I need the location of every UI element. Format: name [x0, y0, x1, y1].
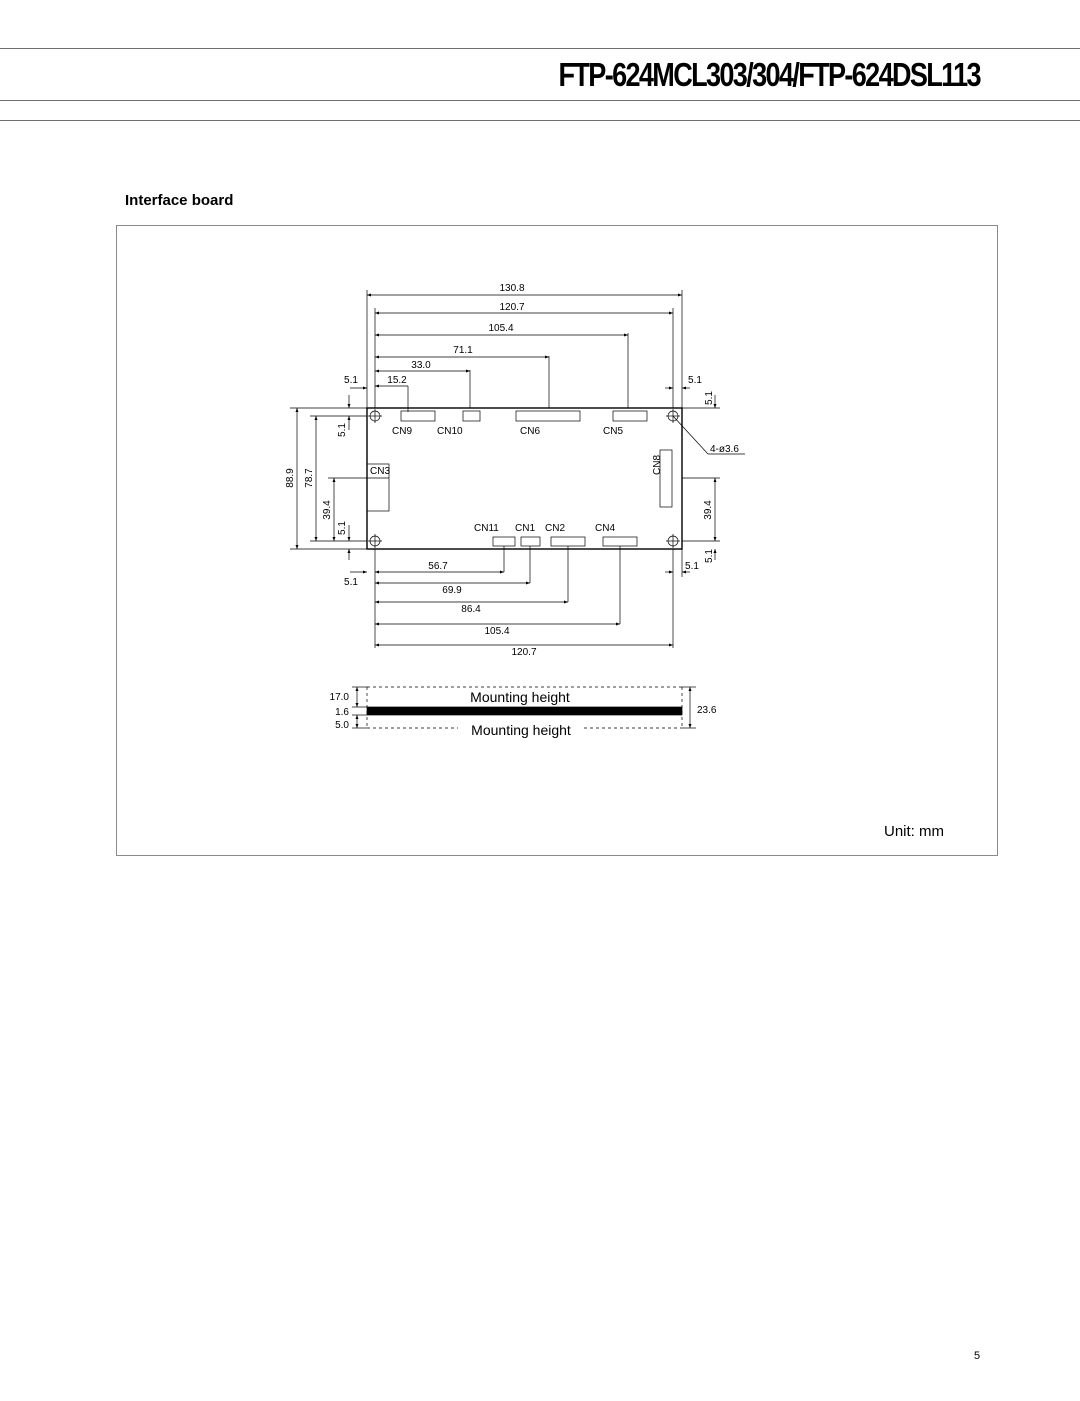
side-dim-1-6: 1.6 — [335, 707, 349, 718]
dim-right-offset: 5.1 — [688, 375, 702, 386]
dim-left-5-1-bottom: 5.1 — [337, 521, 348, 535]
dim-33-0: 33.0 — [411, 360, 431, 371]
dim-left-offset: 5.1 — [344, 375, 358, 386]
dim-bottom-right-offset: 5.1 — [685, 561, 699, 572]
label-cn2: CN2 — [545, 523, 566, 534]
dim-right-39-4: 39.4 — [703, 500, 714, 520]
dim-56-7: 56.7 — [428, 561, 448, 572]
unit-label: Unit: mm — [884, 823, 944, 840]
label-cn10: CN10 — [437, 426, 463, 437]
label-cn8: CN8 — [652, 454, 663, 475]
side-dim-23-6: 23.6 — [697, 705, 717, 716]
dim-right-top-vertical: 5.1 — [704, 391, 715, 405]
dim-130-8: 130.8 — [499, 283, 525, 294]
hole-spec: 4-ø3.6 — [710, 444, 739, 455]
label-cn4: CN4 — [595, 523, 616, 534]
label-cn6: CN6 — [520, 426, 541, 437]
dim-88-9: 88.9 — [285, 468, 296, 488]
dim-120-7: 120.7 — [499, 302, 525, 313]
dim-left-39-4: 39.4 — [322, 500, 333, 520]
dim-left-5-1-top: 5.1 — [337, 423, 348, 437]
dim-15-2: 15.2 — [387, 375, 407, 386]
dim-69-9: 69.9 — [442, 585, 462, 596]
dim-71-1: 71.1 — [453, 345, 473, 356]
mounting-height-label-bottom: Mounting height — [471, 722, 571, 738]
label-cn5: CN5 — [603, 426, 624, 437]
dim-bottom-120-7: 120.7 — [511, 647, 537, 658]
label-cn11: CN11 — [474, 523, 499, 534]
dim-bottom-left-offset: 5.1 — [344, 577, 358, 588]
dim-105-4: 105.4 — [488, 323, 514, 334]
dim-bottom-105-4: 105.4 — [484, 626, 510, 637]
side-dim-17-0: 17.0 — [329, 692, 349, 703]
mounting-height-label-top: Mounting height — [470, 689, 570, 705]
side-dim-5-0: 5.0 — [335, 720, 349, 731]
dim-right-5-1-bottom: 5.1 — [704, 549, 715, 563]
page-title: FTP-624MCL303/304/FTP-624DSL113 — [558, 56, 980, 93]
label-cn1: CN1 — [515, 523, 536, 534]
section-title: Interface board — [125, 192, 234, 209]
dim-86-4: 86.4 — [461, 604, 481, 615]
label-cn9: CN9 — [392, 426, 413, 437]
page-number: 5 — [974, 1350, 981, 1362]
label-cn3: CN3 — [370, 466, 391, 477]
dim-78-7: 78.7 — [304, 468, 315, 488]
